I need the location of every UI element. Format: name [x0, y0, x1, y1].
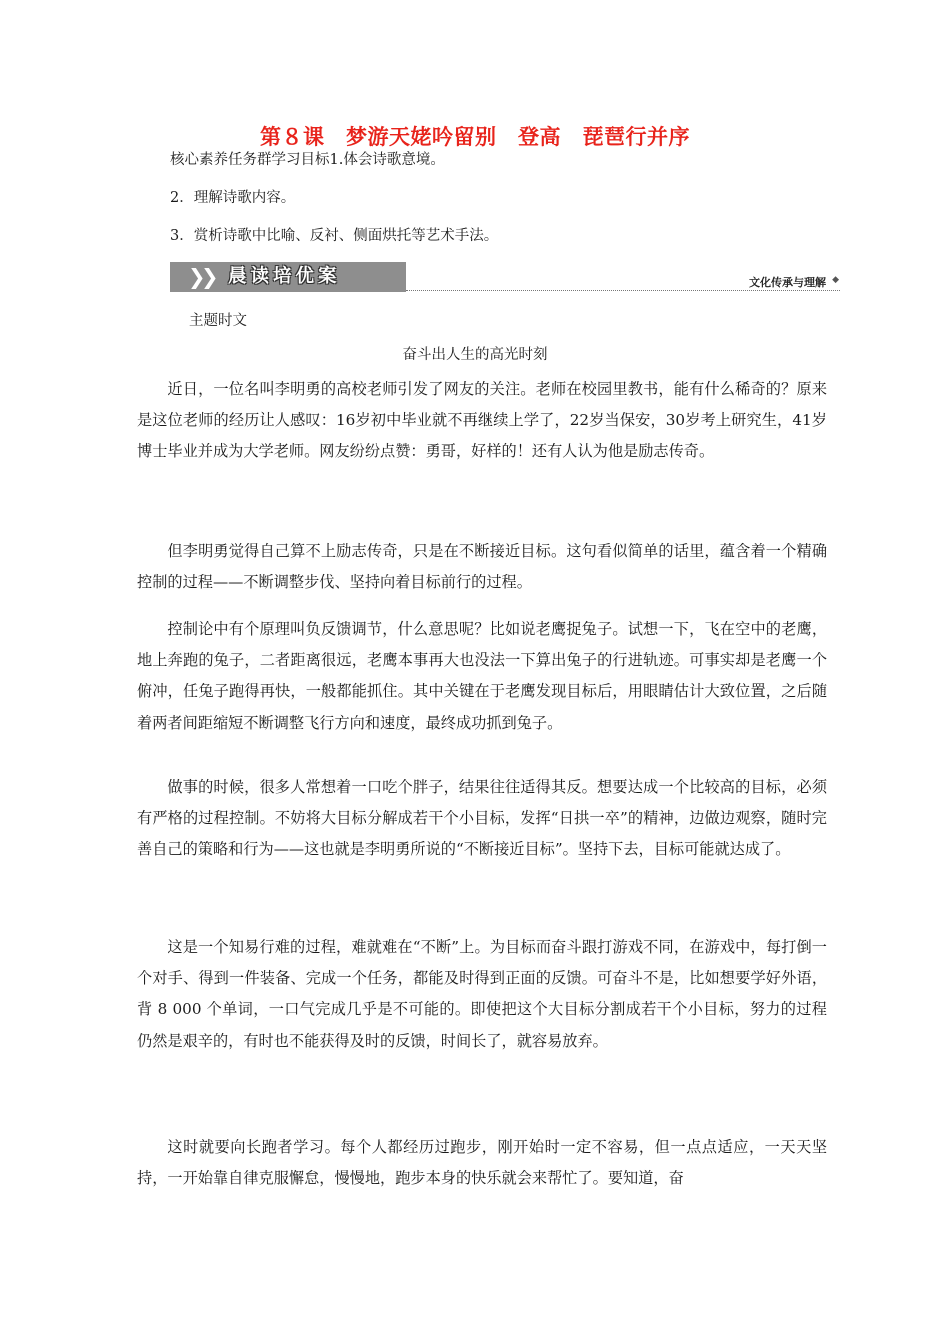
banner-right-label: 文化传承与理解 — [749, 276, 826, 289]
article-paragraph: 近日，一位名叫李明勇的高校老师引发了网友的关注。老师在校园里教书，能有什么稀奇的？原来是这位老师的经历让人感叹：16岁初中毕业就不再继续上学了，22岁当保安，30岁考上研究生，41岁博士毕业并成为大学老师。网友纷纷点赞：勇哥，好样的！还有人认为他是励志传奇。 — [137, 380, 827, 461]
banner-tab — [170, 262, 406, 292]
section-label: 主题时文 — [189, 313, 247, 329]
banner-title: 晨读培优案 — [228, 266, 341, 287]
double-chevron-right-icon: ❯ — [201, 265, 219, 289]
article-paragraph: 这时就要向长跑者学习。每个人都经历过跑步，刚开始时一定不容易，但一点点适应，一天天坚持，一开始靠自律克服懈怠，慢慢地，跑步本身的快乐就会来帮忙了。要知道，奋 — [137, 1138, 827, 1188]
article-paragraph: 但李明勇觉得自己算不上励志传奇，只是在不断接近目标。这句看似简单的话里，蕴含着一个精确控制的过程——不断调整步伐、坚持向着目标前行的过程。 — [137, 542, 827, 592]
article-paragraph: 控制论中有个原理叫负反馈调节，什么意思呢？比如说老鹰捉兔子。试想一下，飞在空中的老鹰，地上奔跑的兔子，二者距离很远，老鹰本事再大也没法一下算出兔子的行进轨迹。可事实却是老鹰一个俯冲，任兔子跑得再快，一般都能抓住。其中关键在于老鹰发现目标后，用眼睛估计大致位置，之后随着两者间距缩短不断调整飞行方向和速度，最终成功抓到兔子。 — [137, 620, 827, 732]
diamond-icon: ◆ — [832, 275, 839, 285]
banner-dotted-rule — [406, 290, 840, 291]
article-paragraph: 这是一个知易行难的过程，难就难在“不断”上。为目标而奋斗跟打游戏不同，在游戏中，每打倒一个对手、得到一件装备、完成一个任务，都能及时得到正面的反馈。可奋斗不是，比如想要学好外语，背 8 000 个单词，一口气完成几乎是不可能的。即使把这个大目标分割成若干个小目标，努力的过程仍然是艰辛的，有时也不能获得及时的反馈，时间长了，就容易放弃。 — [137, 938, 827, 1050]
learning-goal-3: 3．赏析诗歌中比喻、反衬、侧面烘托等艺术手法。 — [170, 228, 499, 244]
learning-goal-1: 核心素养任务群学习目标1.体会诗歌意境。 — [170, 152, 445, 168]
learning-goal-2: 2．理解诗歌内容。 — [170, 190, 296, 206]
section-banner — [170, 262, 840, 294]
article-paragraph: 做事的时候，很多人常想着一口吃个胖子，结果往往适得其反。想要达成一个比较高的目标，必须有严格的过程控制。不妨将大目标分解成若干个小目标，发挥“日拱一卒”的精神，边做边观察，随时完善自己的策略和行为——这也就是李明勇所说的“不断接近目标”。坚持下去，目标可能就达成了。 — [137, 778, 827, 859]
article-title: 奋斗出人生的高光时刻 — [402, 347, 548, 363]
page-title: 第８课 梦游天姥吟留别 登高 琵琶行并序 — [260, 125, 690, 149]
double-chevron-right-icon: ❯ — [188, 265, 206, 289]
